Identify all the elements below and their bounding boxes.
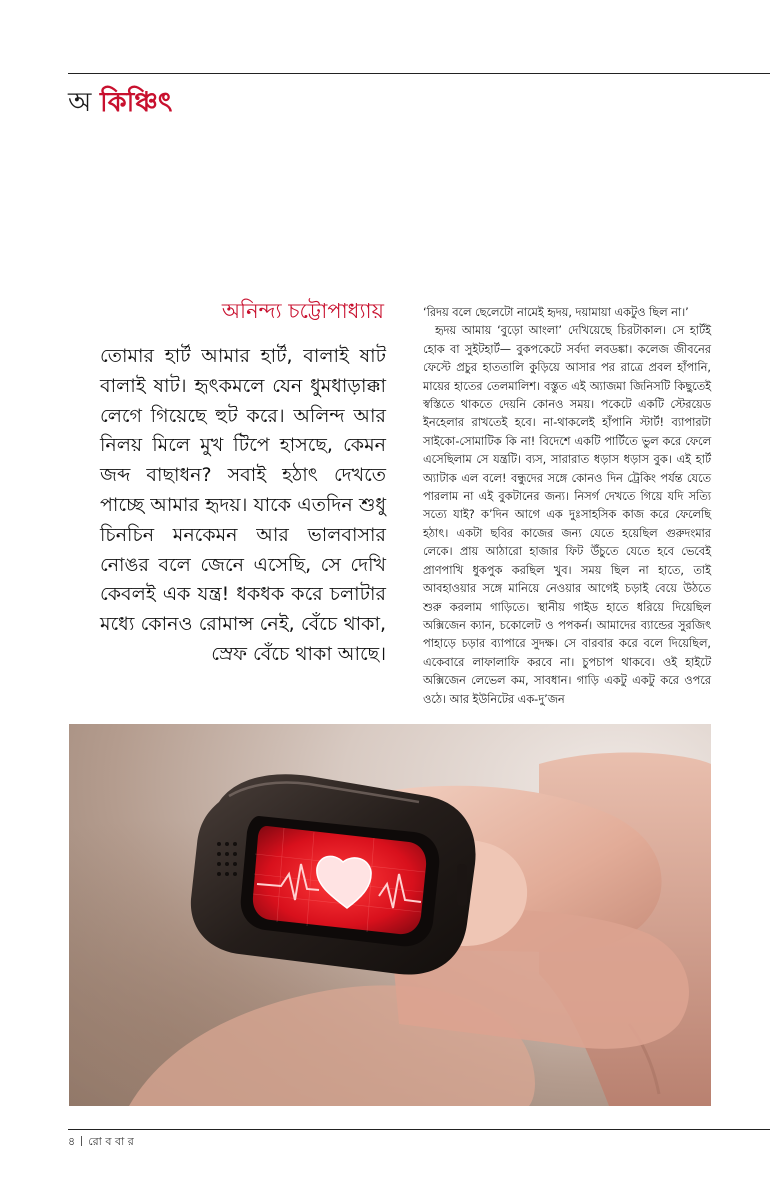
section-prefix: অ bbox=[68, 87, 92, 118]
author-name: অনিন্দ্য চট্টোপাধ্যায় bbox=[221, 299, 384, 323]
body-paragraph: হৃদয় আমায় ‘বুড়ো আংলা’ দেখিয়েছে চিরটাকাল। সে হার্টই হোক বা সুইটহার্ট— বুকপকেটে সর্বদা লবডঙ্কা। কলেজ জীবনের ফেস্টে প্রচুর হাততালি কুড়িয়ে আসার পর রাত্রে প্রবল হাঁপানি, মায়ের হাতের তেলমালিশ। বস্তুত এই অ্যাজমা জিনিসটি কিছুতেই স্বস্তিতে থাকতে দেয়নি কোনও সময়। পকেটে একটি স্টেরয়েড ইনহেলার রাখতেই হবে। না-থাকলেই হাঁপানি স্টার্ট! ব্যাপারটা সাইকো-সোমাটিক কি না! বিদেশে একটি পার্টিতে ভুল করে ফেলে এসেছিলাম সে যন্ত্রটি। ব্যস, সারারাত ধড়াস ধড়াস বুক। এই হার্ট অ্যাটাক এল বলে! বন্ধুদের সঙ্গে কোনও দিন ট্রেকিং পর্যন্ত যেতে পারলাম না এই বুকটানের জন্য। নিসর্গ দেখতে গিয়ে যদি সত্যি সত্যে যাই? ক’দিন আগে এক দুঃসাহসিক কাজ করে ফেলেছি হঠাৎ। একটা ছবির কাজের জন্য যেতে হয়েছিল গুরুদংমার লেকে। প্রায় আঠারো হাজার ফিট উঁচুতে যেতে হবে ভেবেই প্রাণপাখি ধুকপুক করছিল খুব। সময় ছিল না হাতে, তাই আবহাওয়ার সঙ্গে মানিয়ে নেওয়ার আগেই চড়াই বেয়ে উঠতে শুরু করলাম গাড়িতে। স্থানীয় গাইড হাতে ধরিয়ে দিয়েছিল অক্সিজেন ক্যান, চকোলেট ও পপকর্ন। আমাদের ব্যান্ডের সুরজিৎ পাহাড়ে চড়ার ব্যাপারে সুদক্ষ। সে বারবার করে বলে দিয়েছিল, একেবারে লাফালাফি করবে না। চুপচাপ থাকবে। ওই হাইটে অক্সিজেন লেভেল কম, সাবধান। গাড়ি একটু একটু করে ওপরে ওঠে। আর ইউনিটের এক-দু’জন bbox=[423, 324, 711, 706]
footer-separator bbox=[81, 1136, 82, 1146]
bottom-rule bbox=[68, 1129, 770, 1130]
lead-paragraph bbox=[100, 342, 386, 670]
magazine-name: রো ব বা র bbox=[88, 1135, 134, 1148]
article-body bbox=[423, 304, 711, 709]
page-number: ৪ bbox=[68, 1135, 76, 1148]
article-photo bbox=[69, 724, 711, 1106]
lead-text: তোমার হার্ট আমার হার্ট, বালাই ষাট বালাই ষাট। হৃৎকমলে যেন ধুমধাড়াক্কা লেগে গিয়েছে হুট করে। অলিন্দ আর নিলয় মিলে মুখ টিপে হাসছে, কেমন জব্দ বাছাধন? সবাই হঠাৎ দেখতে পাচ্ছে আমার হৃদয়। যাকে এতদিন শুধু চিনচিন মনকেমন আর ভালবাসার নোঙর বলে জেনে এসেছি, সে দেখি কেবলই এক যন্ত্র! ধকধক করে চলাটার মধ্যে কোনও রোমান্স নেই, বেঁচে থাকা, স্রেফ বেঁচে থাকা আছে। bbox=[100, 345, 386, 665]
section-title: কিঞ্চিৎ bbox=[99, 87, 173, 118]
body-quote: ‘রিদয় বলে ছেলেটো নামেই হৃদয়, দয়ামায়া একটুও ছিল না।’ bbox=[423, 306, 689, 319]
page-footer bbox=[68, 1135, 134, 1149]
section-header bbox=[68, 86, 172, 120]
top-rule bbox=[68, 73, 770, 74]
pulse-oximeter-illustration bbox=[69, 724, 711, 1106]
